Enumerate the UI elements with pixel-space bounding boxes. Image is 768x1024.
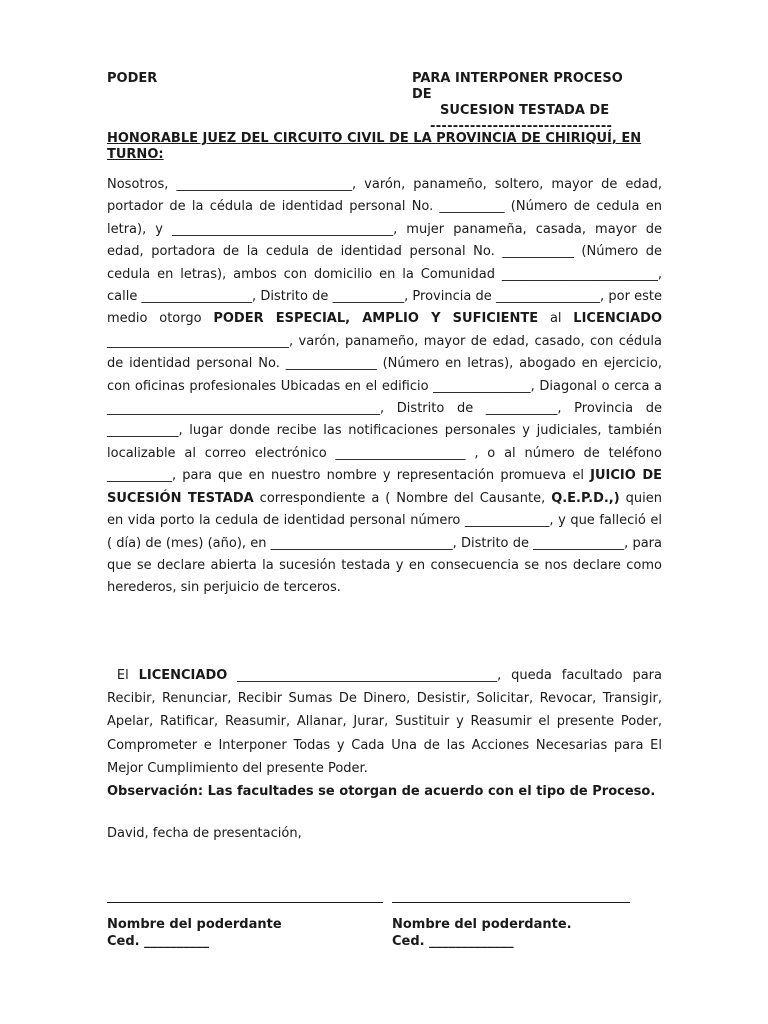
- signatory-id-label: Ced. _____________: [392, 934, 514, 949]
- body-bold-licenciado: LICENCIADO: [573, 311, 662, 327]
- observation-note: Observación: Las facultades se otorgan de acuerdo con el tipo de Proceso.: [107, 784, 656, 800]
- addressee-heading: HONORABLE JUEZ DEL CIRCUITO CIVIL DE LA PROVINCIA DE CHIRIQUÍ, EN TURNO:: [107, 131, 642, 162]
- signatory-name-label: Nombre del poderdante.: [392, 917, 572, 932]
- signatory-id-label: Ced. __________: [107, 934, 210, 949]
- signature-line: [107, 902, 383, 903]
- body-bold-qepd: Q.E.P.D.,): [551, 490, 620, 506]
- signature-block-1: [107, 902, 383, 950]
- body-text-3: ____________________________, varón, panameño, mayor de edad, casado, con cédula de identidad personal No. ______________ (Número en letras), abogado en ejercicio, con oficinas profesionales Ubicadas en el edificio _______________, Diagonal o cerca a __________________________________________, Distrito de ___________, Provincia de ___________, lugar donde recibe las notificaciones personales y judiciales, también localizable al correo electrónico ____________________ , o al número de teléfono __________, para que en nuestro nombre y representación promueva el: [107, 333, 662, 484]
- signature-block-2: [392, 902, 630, 950]
- body-text-5: quien en vida porto la cedula de identidad personal número _____________, y que falleció el ( día) de (mes) (año), en ____________________________, Distrito de ______________, para que se declare abierta la sucesión testada y en consecuencia se nos declare como herederos, sin perjuicio de terceros.: [107, 490, 662, 596]
- doc-subject: [412, 71, 642, 135]
- body-text-2: al: [538, 311, 574, 327]
- doc-title-poder: PODER: [107, 71, 158, 86]
- subject-line-3: --------------------------------: [430, 119, 613, 134]
- p2-bold-licenciado: LICENCIADO: [138, 668, 228, 683]
- body-bold-poder: PODER ESPECIAL, AMPLIO Y SUFICIENTE: [213, 311, 539, 327]
- body-text-1: Nosotros, ___________________________, varón, panameño, soltero, mayor de edad, portador de la cédula de identidad personal No. __________ (Número de cedula en letra), y __________________________________, mujer panameña, casada, mayor de edad, portadora de la cedula de identidad personal No. ___________ (Número de cedula en letras), ambos con domicilio en la Comunidad ________________________, calle _________________, Distrito de ___________, Provincia de ________________, por este medio otorgo: [107, 177, 662, 327]
- signature-line: [392, 902, 630, 903]
- subject-line-2: SUCESION TESTADA DE: [440, 103, 610, 118]
- p2-text-1: El: [116, 668, 139, 683]
- body-bold-juicio: JUICIO DE SUCESIÓN TESTADA: [107, 468, 662, 506]
- faculties-paragraph: [107, 664, 662, 803]
- p2-text-2: ________________________________________, queda facultado para Recibir, Renunciar, Recibir Sumas De Dinero, Desistir, Solicitar, Revocar, Transigir, Apelar, Ratificar, Reasumir, Allanar, Jurar, Sustituir y Reasumir el presente Poder, Comprometer e Interponer Todas y Cada Una de las Acciones Necesarias para El Mejor Cumplimiento del presente Poder.: [107, 668, 662, 776]
- body-text-4: correspondiente a ( Nombre del Causante,: [253, 490, 552, 506]
- signatory-name-label: Nombre del poderdante: [107, 917, 282, 932]
- subject-line-1: PARA INTERPONER PROCESO DE: [412, 71, 623, 102]
- date-line: David, fecha de presentación,: [107, 826, 302, 841]
- main-paragraph: [107, 174, 662, 600]
